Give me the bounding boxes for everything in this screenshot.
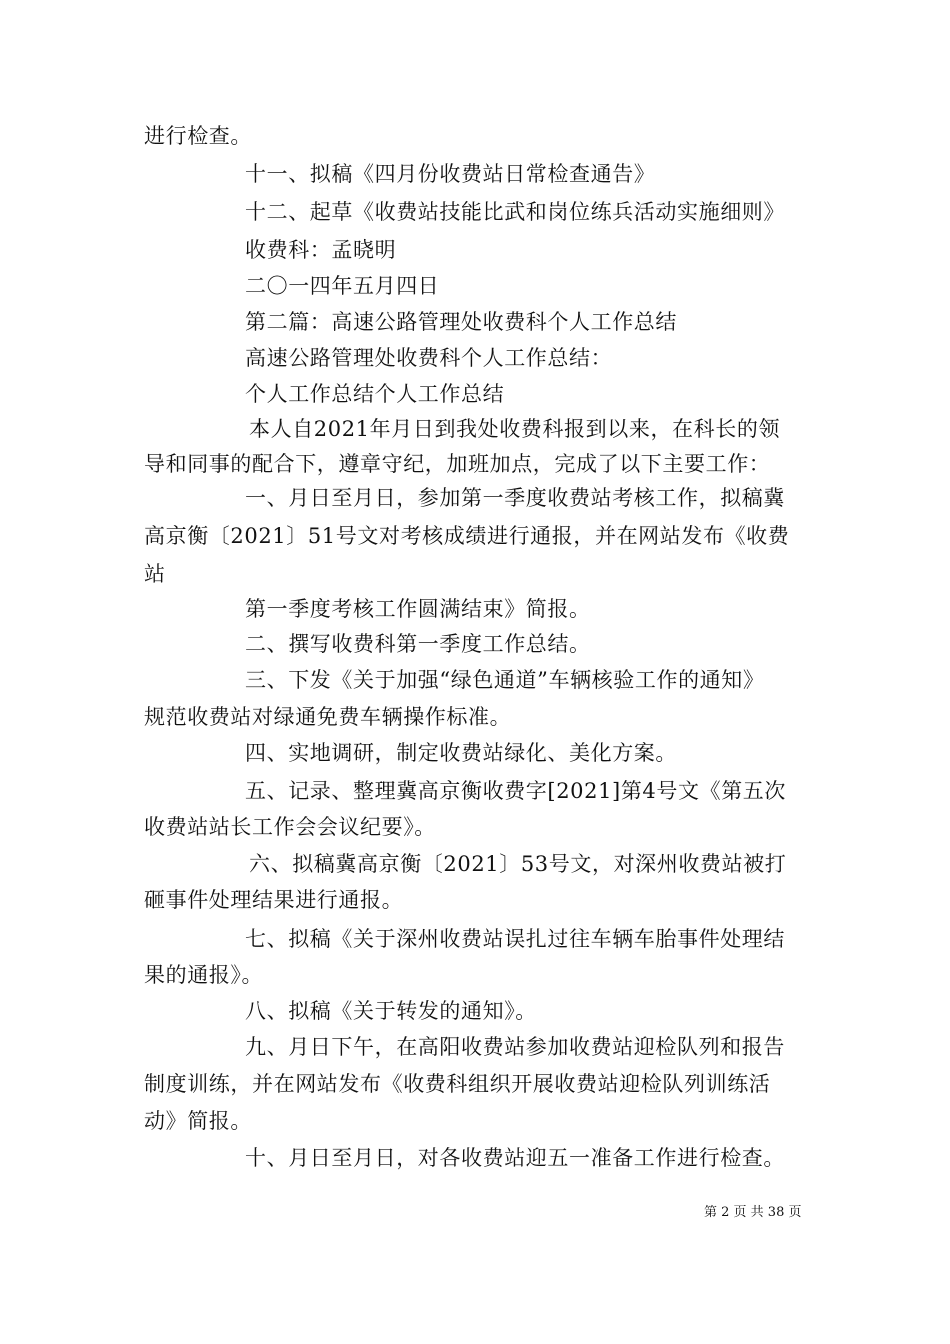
text-line-2: 十一、拟稿《四月份收费站日常检查通告》 [245,162,656,186]
text-line-6: 第二篇：高速公路管理处收费科个人工作总结 [245,310,677,334]
text-line-12: 高京衡〔2021〕51号文对考核成绩进行通报，并在网站发布《收费 [144,524,790,548]
text-line-10: 导和同事的配合下，遵章守纪，加班加点，完成了以下主要工作： [144,452,771,476]
text-line-9: 本人自2021年月日到我处收费科报到以来，在科长的领 [249,417,781,441]
text-line-18: 四、实地调研，制定收费站绿化、美化方案。 [245,741,677,765]
text-line-3: 十二、起草《收费站技能比武和岗位练兵活动实施细则》 [245,200,785,224]
text-line-7: 高速公路管理处收费科个人工作总结： [245,346,613,370]
text-line-25: 八、拟稿《关于转发的通知》。 [245,999,537,1023]
text-line-17: 规范收费站对绿通免费车辆操作标准。 [144,705,512,729]
text-line-22: 砸事件处理结果进行通报。 [144,888,404,912]
text-line-19: 五、记录、整理冀高京衡收费字[2021]第4号文《第五次 [245,779,786,803]
text-line-24: 果的通报》。 [144,963,264,987]
text-line-1: 进行检查。 [144,124,252,148]
text-line-5: 二〇一四年五月四日 [245,274,440,298]
text-line-14: 第一季度考核工作圆满结束》简报。 [245,597,591,621]
page-number-footer: 第 2 页 共 38 页 [704,1205,802,1220]
text-line-28: 动》简报。 [144,1109,252,1133]
text-line-21: 六、拟稿冀高京衡〔2021〕53号文，对深州收费站被打 [249,852,787,876]
text-line-4: 收费科：孟晓明 [245,238,397,262]
text-line-27: 制度训练，并在网站发布《收费科组织开展收费站迎检队列训练活 [144,1072,771,1096]
text-line-16: 三、下发《关于加强“绿色通道”车辆核验工作的通知》 [245,668,765,692]
text-line-23: 七、拟稿《关于深州收费站误扎过往车辆车胎事件处理结 [245,927,785,951]
text-line-29: 十、月日至月日，对各收费站迎五一准备工作进行检查。 [245,1146,785,1170]
text-line-11: 一、月日至月日，参加第一季度收费站考核工作，拟稿冀 [245,486,785,510]
text-line-26: 九、月日下午，在高阳收费站参加收费站迎检队列和报告 [245,1035,785,1059]
text-line-8: 个人工作总结个人工作总结 [245,382,505,406]
text-line-20: 收费站站长工作会会议纪要》。 [144,815,436,839]
text-line-13: 站 [144,562,166,586]
text-line-15: 二、撰写收费科第一季度工作总结。 [245,632,591,656]
